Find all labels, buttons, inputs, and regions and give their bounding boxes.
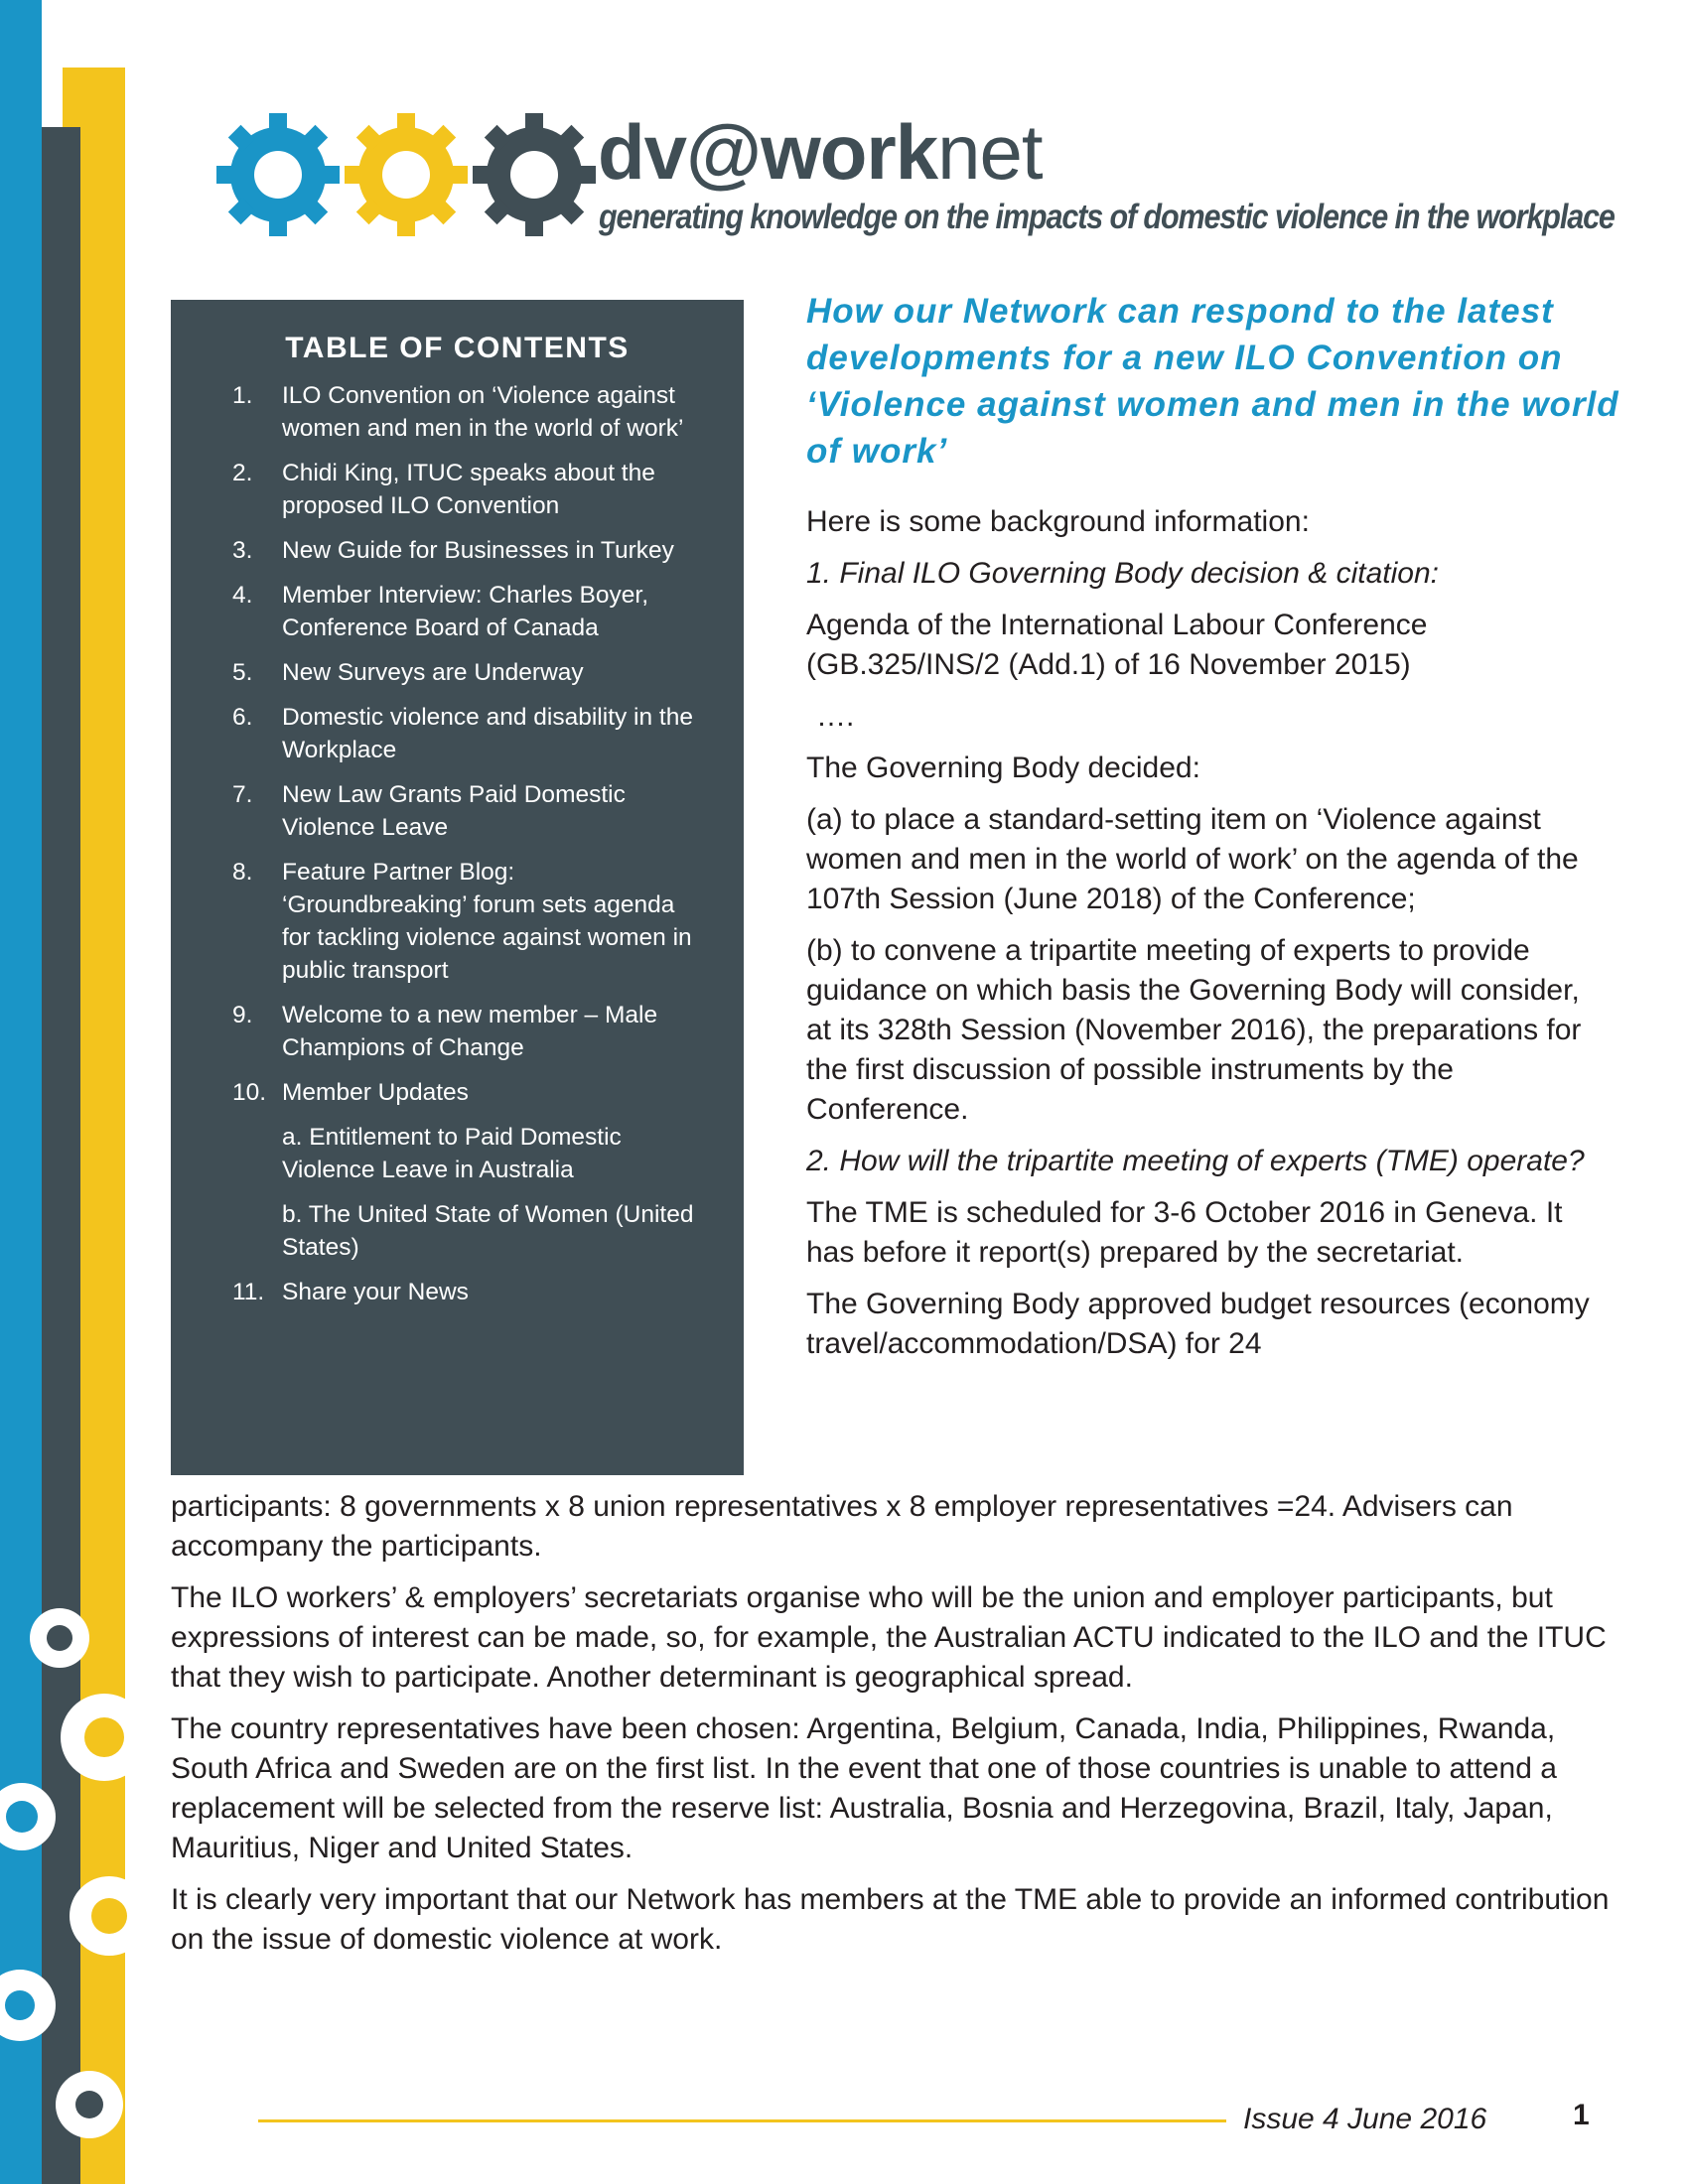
toc-subitem[interactable]: b. The United State of Women (United States) — [282, 1201, 694, 1261]
logo-tagline: generating knowledge on the impacts of domestic violence in the workplace — [599, 197, 1615, 236]
toc-item[interactable]: 6. Domestic violence and disability in the Workplace — [232, 704, 693, 763]
logo-wordmark: dv@worknet — [598, 108, 1043, 196]
section-heading: 1. Final ILO Governing Body decision & citation: — [806, 557, 1440, 590]
paragraph: Agenda of the International Labour Conference (GB.325/INS/2 (Add.1) of 16 November 2015) — [806, 609, 1428, 681]
paragraph: The country representatives have been chosen: Argentina, Belgium, Canada, India, Philippines, Rwanda, South Africa and Sweden are on the first list. In the event that one of those countries is unable to attend a replacement will be selected from the reserve list: Australia, Bosnia and Herzegovina, Brazil, Italy, Japan, Mauritius, Niger and United States. — [171, 1712, 1557, 1864]
toc-item[interactable]: 10. Member Updates — [232, 1079, 469, 1106]
logo-gears-icon — [216, 111, 633, 240]
paragraph: The TME is scheduled for 3-6 October 2016 in Geneva. It has before it report(s) prepared by the secretariat. — [806, 1196, 1563, 1269]
paragraph: (a) to place a standard-setting item on ‘Violence against women and men in the world of work’ on the agenda of the 107th Session (June 2018) of the Conference; — [806, 803, 1579, 915]
toc-item[interactable]: 1. ILO Convention on ‘Violence against women and men in the world of work’ — [232, 382, 684, 442]
toc-item[interactable]: 3. New Guide for Businesses in Turkey — [232, 537, 674, 564]
page-number: 1 — [1573, 2099, 1590, 2131]
footer-rule — [258, 2119, 1226, 2122]
article-body-column — [806, 502, 1601, 1376]
toc-item[interactable]: 2. Chidi King, ITUC speaks about the proposed ILO Convention — [232, 460, 655, 519]
toc-list — [171, 379, 744, 1109]
toc-item[interactable]: 5. New Surveys are Underway — [232, 659, 584, 686]
ellipsis: …. — [816, 700, 855, 733]
toc-item[interactable]: 9. Welcome to a new member – Male Champions of Change — [232, 1002, 658, 1061]
toc-item[interactable]: 8. Feature Partner Blog: ‘Groundbreaking’ forum sets agenda for tackling violence against women in public transport — [232, 859, 692, 984]
paragraph: The Governing Body approved budget resources (economy travel/accommodation/DSA) for 24 — [806, 1288, 1590, 1360]
table-of-contents — [171, 300, 744, 1475]
article-headline: How our Network can respond to the latest developments for a new ILO Convention on ‘Violence against women and men in the world of work’ — [806, 292, 1619, 471]
article-body-full — [171, 1487, 1611, 1972]
section-heading: 2. How will the tripartite meeting of experts (TME) operate? — [806, 1145, 1585, 1177]
toc-item[interactable]: 4. Member Interview: Charles Boyer, Conference Board of Canada — [232, 582, 648, 641]
paragraph: The Governing Body decided: — [806, 751, 1200, 784]
toc-item[interactable]: 7. New Law Grants Paid Domestic Violence Leave — [232, 781, 626, 841]
paragraph: The ILO workers’ & employers’ secretariats organise who will be the union and employer participants, but expressions of interest can be made, so, for example, the Australian ACTU indicated to the ILO and the ITUC that they wish to participate. Another determinant is geographical spread. — [171, 1581, 1607, 1694]
intro-paragraph: Here is some background information: — [806, 505, 1310, 538]
toc-heading: TABLE OF CONTENTS — [285, 332, 630, 364]
paragraph: It is clearly very important that our Network has members at the TME able to provide an informed contribution on the issue of domestic violence at work. — [171, 1883, 1610, 1956]
toc-subitem[interactable]: a. Entitlement to Paid Domestic Violence Leave in Australia — [282, 1124, 622, 1183]
decorative-gears-icon — [0, 1489, 149, 2184]
toc-item[interactable]: 11. Share your News — [232, 1279, 469, 1305]
footer-issue: Issue 4 June 2016 — [1243, 2103, 1487, 2135]
paragraph: (b) to convene a tripartite meeting of experts to provide guidance on which basis the Governing Body will consider, at its 328th Session (November 2016), the preparations for the first discussion of possible instruments by the Conference. — [806, 934, 1582, 1126]
paragraph: participants: 8 governments x 8 union representatives x 8 employer representatives =24. Advisers can accompany the participants. — [171, 1490, 1513, 1563]
toc-list-continued — [171, 1276, 744, 1308]
